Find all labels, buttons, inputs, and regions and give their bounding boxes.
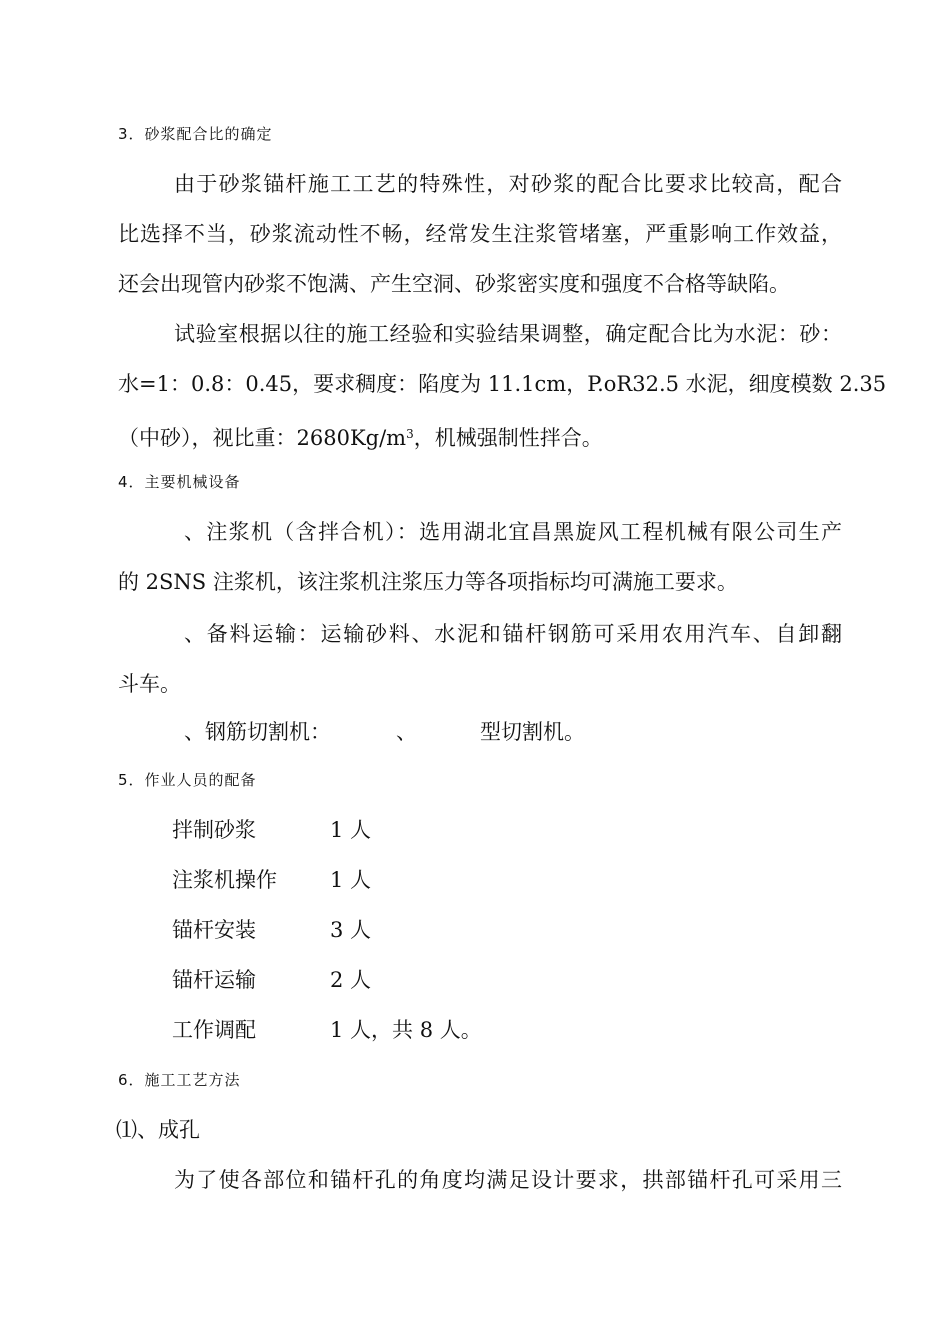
s3-para2-line3 — [118, 420, 603, 452]
staff-count: 1 人 — [330, 868, 372, 892]
s6-sub1-heading: ⑴、成孔 — [116, 1118, 200, 1142]
staff-count: 2 人 — [330, 968, 372, 992]
section-6-heading: 6．施工工艺方法 — [118, 1071, 241, 1089]
staff-count: 3 人 — [330, 918, 372, 942]
s4-item1-line1: 、注浆机（含拌合机）：选用湖北宜昌黑旋风工程机械有限公司生产 — [184, 520, 842, 544]
s3-para1-line1: 由于砂浆锚杆施工工艺的特殊性，对砂浆的配合比要求比较高，配合 — [174, 172, 842, 196]
section-3-heading: 3．砂浆配合比的确定 — [118, 125, 273, 143]
staff-count: 1 人，共 8 人。 — [330, 1018, 482, 1042]
s4-item3-part2: 、 — [396, 720, 417, 744]
staff-role: 工作调配 — [172, 1018, 256, 1042]
cubic-superscript: 3 — [406, 427, 414, 441]
s3-para2-line3-text: （中砂），视比重：2680Kg/m — [118, 426, 407, 450]
staff-role: 锚杆安装 — [172, 918, 256, 942]
s4-item2-line2: 斗车。 — [118, 672, 181, 696]
s4-item1-line2: 的 2SNS 注浆机，该注浆机注浆压力等各项指标均可满施工要求。 — [118, 570, 738, 594]
s6-para1-line1: 为了使各部位和锚杆孔的角度均满足设计要求，拱部锚杆孔可采用三 — [174, 1168, 842, 1192]
s4-item2-line1: 、备料运输：运输砂料、水泥和锚杆钢筋可采用农用汽车、自卸翻 — [184, 622, 842, 646]
s3-para2-line2: 水=1：0.8：0.45，要求稠度：陷度为 11.1cm，P.oR32.5 水泥，细度模数 2.35 — [118, 372, 887, 396]
s3-para2-line1: 试验室根据以往的施工经验和实验结果调整，确定配合比为水泥：砂： — [174, 322, 842, 346]
staff-role: 拌制砂浆 — [172, 818, 256, 842]
section-5-heading: 5．作业人员的配备 — [118, 771, 257, 789]
s4-item3-part3: 型切割机。 — [480, 720, 585, 744]
section-4-heading: 4．主要机械设备 — [118, 473, 241, 491]
s3-para1-line3: 还会出现管内砂浆不饱满、产生空洞、砂浆密实度和强度不合格等缺陷。 — [118, 272, 790, 296]
s4-item3-part1: 、钢筋切割机： — [184, 720, 331, 744]
staff-count: 1 人 — [330, 818, 372, 842]
staff-role: 注浆机操作 — [172, 868, 277, 892]
s3-para1-line2: 比选择不当，砂浆流动性不畅，经常发生注浆管堵塞，严重影响工作效益， — [118, 222, 842, 246]
staff-role: 锚杆运输 — [172, 968, 256, 992]
s3-para2-line3-tail: ，机械强制性拌合。 — [413, 426, 603, 450]
